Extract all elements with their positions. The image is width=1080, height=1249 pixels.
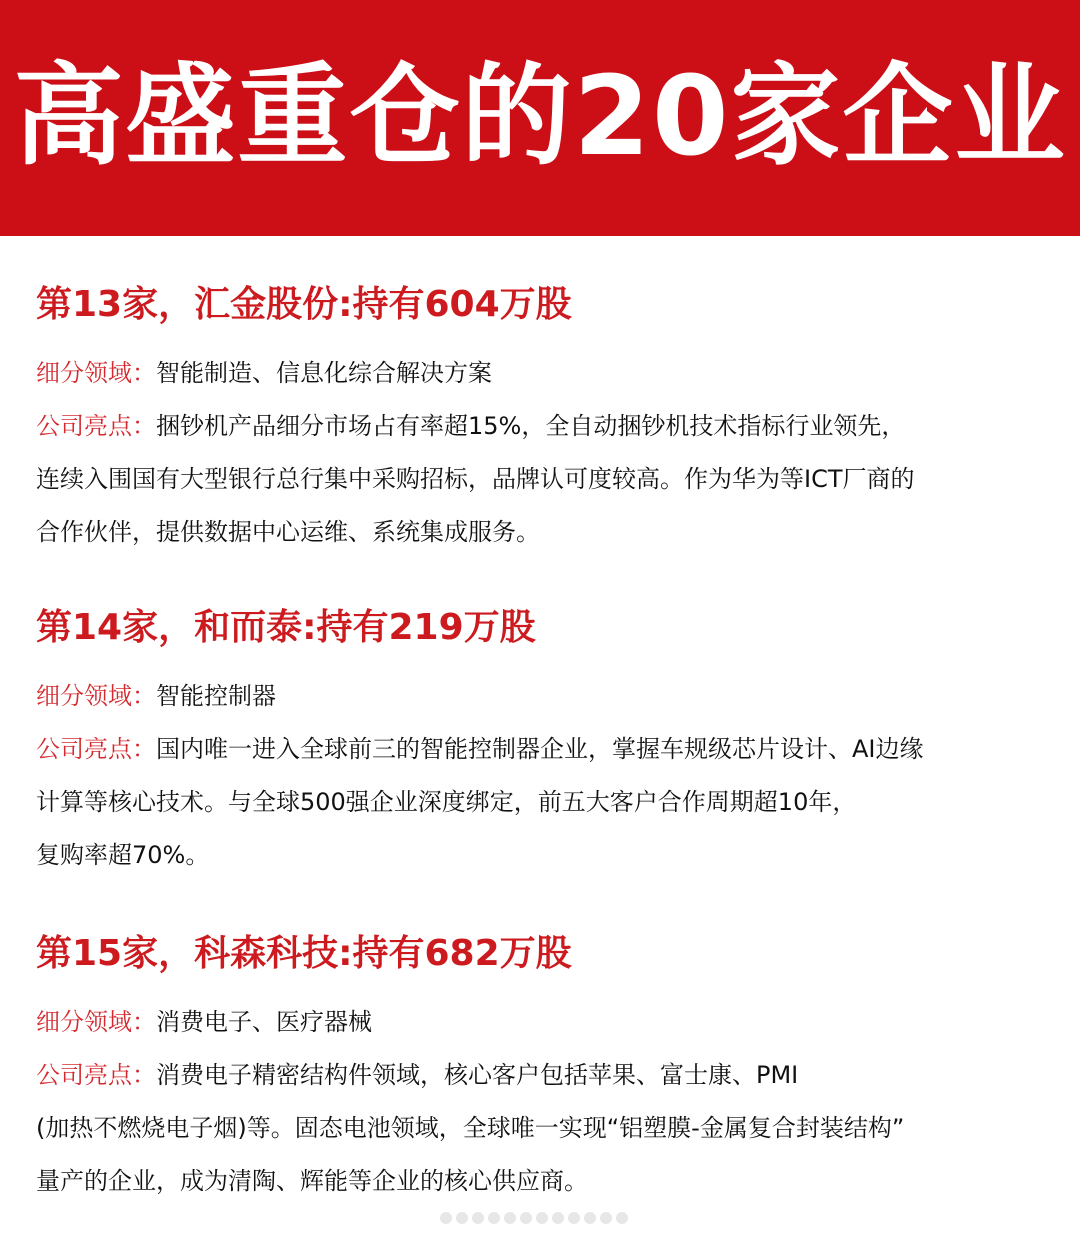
company-heading: 第14家，和而泰:持有219万股 xyxy=(36,607,536,648)
company-section-13 xyxy=(36,283,1046,559)
highlight-line: 复购率超70%。 xyxy=(36,841,210,869)
field-row: 细分领域：消费电子、医疗器械 xyxy=(36,1008,372,1036)
highlight-line: 量产的企业，成为清陶、辉能等企业的核心供应商。 xyxy=(36,1167,588,1195)
field-row: 细分领域：智能控制器 xyxy=(36,682,276,710)
title-banner xyxy=(0,0,1080,236)
company-heading: 第15家，科森科技:持有682万股 xyxy=(36,933,572,974)
page-title: 高盛重仓的20家企业 xyxy=(13,52,1067,180)
highlight-line: 捆钞机产品细分市场占有率超15%，全自动捆钞机技术指标行业领先， xyxy=(156,412,906,440)
highlight-line: (加热不燃烧电子烟)等。固态电池领域，全球唯一实现“铝塑膜-金属复合封装结构” xyxy=(36,1114,905,1142)
highlight-row: 公司亮点：国内唯一进入全球前三的智能控制器企业，掌握车规级芯片设计、AI边缘 xyxy=(36,735,924,763)
highlight-line: 消费电子精密结构件领域，核心客户包括苹果、富士康、PMI xyxy=(156,1061,799,1089)
highlight-label: 公司亮点 xyxy=(36,1061,132,1089)
company-section-15 xyxy=(36,932,1046,1208)
company-section-14 xyxy=(36,606,1046,882)
highlight-label: 公司亮点 xyxy=(36,735,132,763)
highlight-line: 连续入围国有大型银行总行集中采购招标，品牌认可度较高。作为华为等ICT厂商的 xyxy=(36,465,915,493)
field-value: 智能制造、信息化综合解决方案 xyxy=(156,359,492,387)
highlight-line: 国内唯一进入全球前三的智能控制器企业，掌握车规级芯片设计、AI边缘 xyxy=(156,735,924,763)
highlight-row: 公司亮点：消费电子精密结构件领域，核心客户包括苹果、富士康、PMI xyxy=(36,1061,799,1089)
field-value: 智能控制器 xyxy=(156,682,276,710)
field-value: 消费电子、医疗器械 xyxy=(156,1008,372,1036)
highlight-line: 计算等核心技术。与全球500强企业深度绑定，前五大客户合作周期超10年， xyxy=(36,788,857,816)
company-heading: 第13家，汇金股份:持有604万股 xyxy=(36,284,572,325)
field-label: 细分领域 xyxy=(36,359,132,387)
watermark-dots xyxy=(440,1212,640,1226)
highlight-line: 合作伙伴，提供数据中心运维、系统集成服务。 xyxy=(36,518,540,546)
highlight-label: 公司亮点 xyxy=(36,412,132,440)
field-row: 细分领域：智能制造、信息化综合解决方案 xyxy=(36,359,492,387)
field-label: 细分领域 xyxy=(36,682,132,710)
field-label: 细分领域 xyxy=(36,1008,132,1036)
highlight-row: 公司亮点：捆钞机产品细分市场占有率超15%，全自动捆钞机技术指标行业领先， xyxy=(36,412,906,440)
